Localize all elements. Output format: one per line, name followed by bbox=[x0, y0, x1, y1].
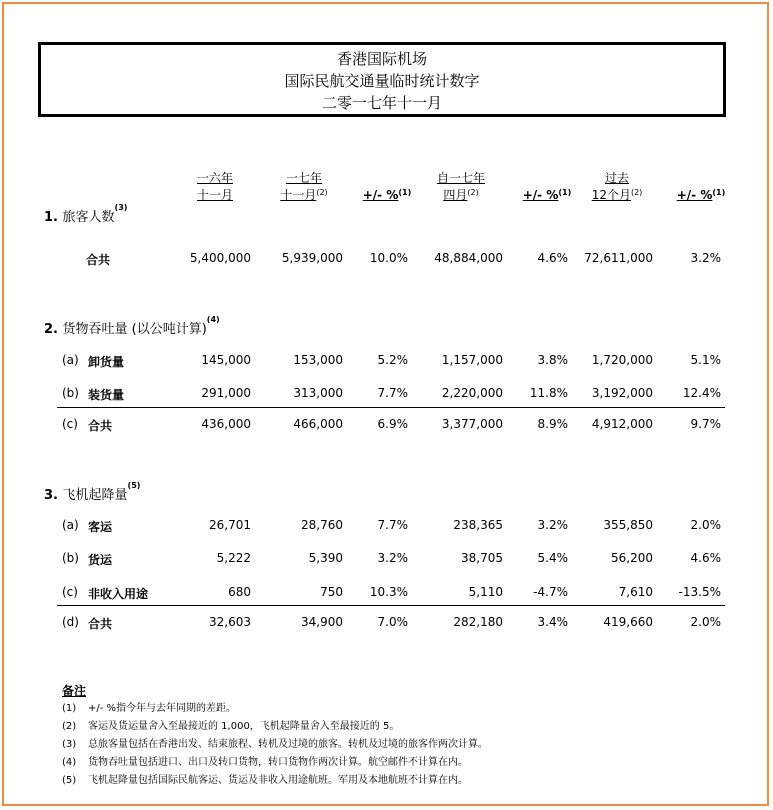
val-past-12m: 4,912,000 bbox=[591, 417, 653, 431]
val-past-12m: 355,850 bbox=[603, 518, 653, 532]
note-number: (4) bbox=[62, 757, 77, 768]
val-2016-nov: 436,000 bbox=[201, 417, 251, 431]
row-label: 合共 bbox=[86, 253, 111, 267]
val-change-1: 7.7% bbox=[377, 386, 408, 400]
notes-title: 备注 bbox=[62, 684, 87, 698]
val-change-1: 5.2% bbox=[377, 353, 408, 367]
note-item bbox=[62, 753, 468, 768]
val-2017-nov: 5,390 bbox=[308, 551, 343, 565]
val-change-3: 5.1% bbox=[690, 353, 721, 367]
title-box bbox=[38, 42, 726, 117]
val-change-2: 3.2% bbox=[537, 518, 568, 532]
title-period: 二零一七年十一月 bbox=[321, 94, 442, 112]
val-change-3: 12.4% bbox=[682, 386, 721, 400]
val-change-1: 3.2% bbox=[377, 551, 408, 565]
note-text: 飞机起降量包括国际民航客运、货运及非收入用途航班。军用及本地航班不计算在内。 bbox=[88, 775, 468, 786]
note-item bbox=[62, 771, 468, 786]
val-past-12m: 7,610 bbox=[618, 585, 653, 599]
row-label: 合共 bbox=[88, 419, 113, 433]
val-change-1: 7.0% bbox=[377, 615, 408, 629]
val-since-apr: 238,365 bbox=[453, 518, 503, 532]
val-2016-nov: 680 bbox=[228, 585, 251, 599]
row-label: 装货量 bbox=[88, 388, 125, 402]
val-2017-nov: 34,900 bbox=[301, 615, 343, 629]
val-change-3: 4.6% bbox=[690, 551, 721, 565]
section-passengers-heading: 1. 旅客人数$^{(3)}$ bbox=[44, 203, 128, 225]
val-since-apr: 48,884,000 bbox=[434, 251, 503, 265]
val-past-12m: 419,660 bbox=[603, 615, 653, 629]
val-2017-nov: 28,760 bbox=[301, 518, 343, 532]
row-label: 非收入用途 bbox=[88, 587, 149, 601]
val-2016-nov: 26,701 bbox=[209, 518, 251, 532]
val-2017-nov: 313,000 bbox=[293, 386, 343, 400]
row-label: 卸货量 bbox=[88, 355, 125, 369]
note-text: +/- %指今年与去年同期的差距。 bbox=[88, 703, 237, 714]
val-2016-nov: 32,603 bbox=[209, 615, 251, 629]
row-key: (c) bbox=[62, 585, 78, 599]
header-col-past-12m: 过去 12个月$^{(2)}$ bbox=[591, 171, 643, 202]
note-item bbox=[62, 699, 236, 714]
flights-total-divider bbox=[57, 605, 725, 606]
val-change-3: 2.0% bbox=[690, 518, 721, 532]
val-change-3: 9.7% bbox=[690, 417, 721, 431]
val-2016-nov: 5,222 bbox=[216, 551, 251, 565]
note-text: 客运及货运量舍入至最接近的 1,000，飞机起降量舍入至最接近的 5。 bbox=[88, 721, 400, 732]
val-change-2: 3.4% bbox=[537, 615, 568, 629]
val-change-2: 4.6% bbox=[537, 251, 568, 265]
val-past-12m: 56,200 bbox=[611, 551, 653, 565]
cargo-total-divider bbox=[57, 407, 725, 408]
section-cargo-heading: 2. 货物吞吐量 (以公吨计算)$^{(4)}$ bbox=[44, 315, 220, 337]
val-since-apr: 2,220,000 bbox=[441, 386, 503, 400]
val-2017-nov: 466,000 bbox=[293, 417, 343, 431]
title-report: 国际民航交通量临时统计数字 bbox=[284, 72, 480, 90]
header-col-2016-nov: 一六年 十一月 bbox=[196, 171, 233, 202]
note-number: (1) bbox=[62, 703, 77, 714]
val-since-apr: 38,705 bbox=[461, 551, 503, 565]
row-key: (a) bbox=[62, 353, 79, 367]
page-border bbox=[2, 2, 769, 806]
header-col-2017-nov: 一七年 十一月$^{(2)}$ bbox=[280, 171, 328, 202]
val-since-apr: 3,377,000 bbox=[441, 417, 503, 431]
row-key: (c) bbox=[62, 417, 78, 431]
val-2016-nov: 145,000 bbox=[201, 353, 251, 367]
note-item bbox=[62, 717, 399, 732]
note-number: (5) bbox=[62, 775, 77, 786]
note-text: 总旅客量包括在香港出发、结束旅程、转机及过境的旅客。转机及过境的旅客作两次计算。 bbox=[88, 739, 488, 750]
row-label: 货运 bbox=[88, 553, 113, 567]
val-since-apr: 5,110 bbox=[468, 585, 503, 599]
val-change-2: 3.8% bbox=[537, 353, 568, 367]
val-change-1: 10.3% bbox=[369, 585, 408, 599]
header-col-change-2: +/- %$^{(1)}$ bbox=[522, 188, 572, 202]
header-col-change-3: +/- %$^{(1)}$ bbox=[676, 188, 726, 202]
val-2017-nov: 153,000 bbox=[293, 353, 343, 367]
row-label: 合共 bbox=[88, 617, 113, 631]
note-text: 货物吞吐量包括进口、出口及转口货物，转口货物作两次计算。航空邮件不计算在内。 bbox=[88, 757, 468, 768]
val-since-apr: 282,180 bbox=[453, 615, 503, 629]
val-change-1: 6.9% bbox=[377, 417, 408, 431]
val-change-3: 3.2% bbox=[690, 251, 721, 265]
val-2016-nov: 5,400,000 bbox=[189, 251, 251, 265]
val-2016-nov: 291,000 bbox=[201, 386, 251, 400]
val-change-2: 11.8% bbox=[529, 386, 568, 400]
row-key: (b) bbox=[62, 551, 79, 565]
header-col-since-apr: 自一七年 四月$^{(2)}$ bbox=[436, 171, 485, 202]
val-past-12m: 72,611,000 bbox=[584, 251, 653, 265]
section-flights-heading: 3. 飞机起降量$^{(5)}$ bbox=[44, 481, 141, 503]
row-label: 客运 bbox=[88, 520, 113, 534]
val-past-12m: 1,720,000 bbox=[591, 353, 653, 367]
val-2017-nov: 5,939,000 bbox=[281, 251, 343, 265]
val-since-apr: 1,157,000 bbox=[441, 353, 503, 367]
val-2017-nov: 750 bbox=[320, 585, 343, 599]
val-change-1: 7.7% bbox=[377, 518, 408, 532]
val-change-2: -4.7% bbox=[533, 585, 568, 599]
note-item bbox=[62, 735, 488, 750]
row-key: (a) bbox=[62, 518, 79, 532]
note-number: (3) bbox=[62, 739, 77, 750]
row-key: (b) bbox=[62, 386, 79, 400]
val-change-1: 10.0% bbox=[369, 251, 408, 265]
val-change-3: 2.0% bbox=[690, 615, 721, 629]
header-col-change-1: +/- %$^{(1)}$ bbox=[362, 188, 412, 202]
val-change-2: 8.9% bbox=[537, 417, 568, 431]
val-past-12m: 3,192,000 bbox=[591, 386, 653, 400]
title-airport: 香港国际机场 bbox=[336, 50, 427, 68]
note-number: (2) bbox=[62, 721, 77, 732]
row-key: (d) bbox=[62, 615, 79, 629]
val-change-3: -13.5% bbox=[678, 585, 721, 599]
val-change-2: 5.4% bbox=[537, 551, 568, 565]
